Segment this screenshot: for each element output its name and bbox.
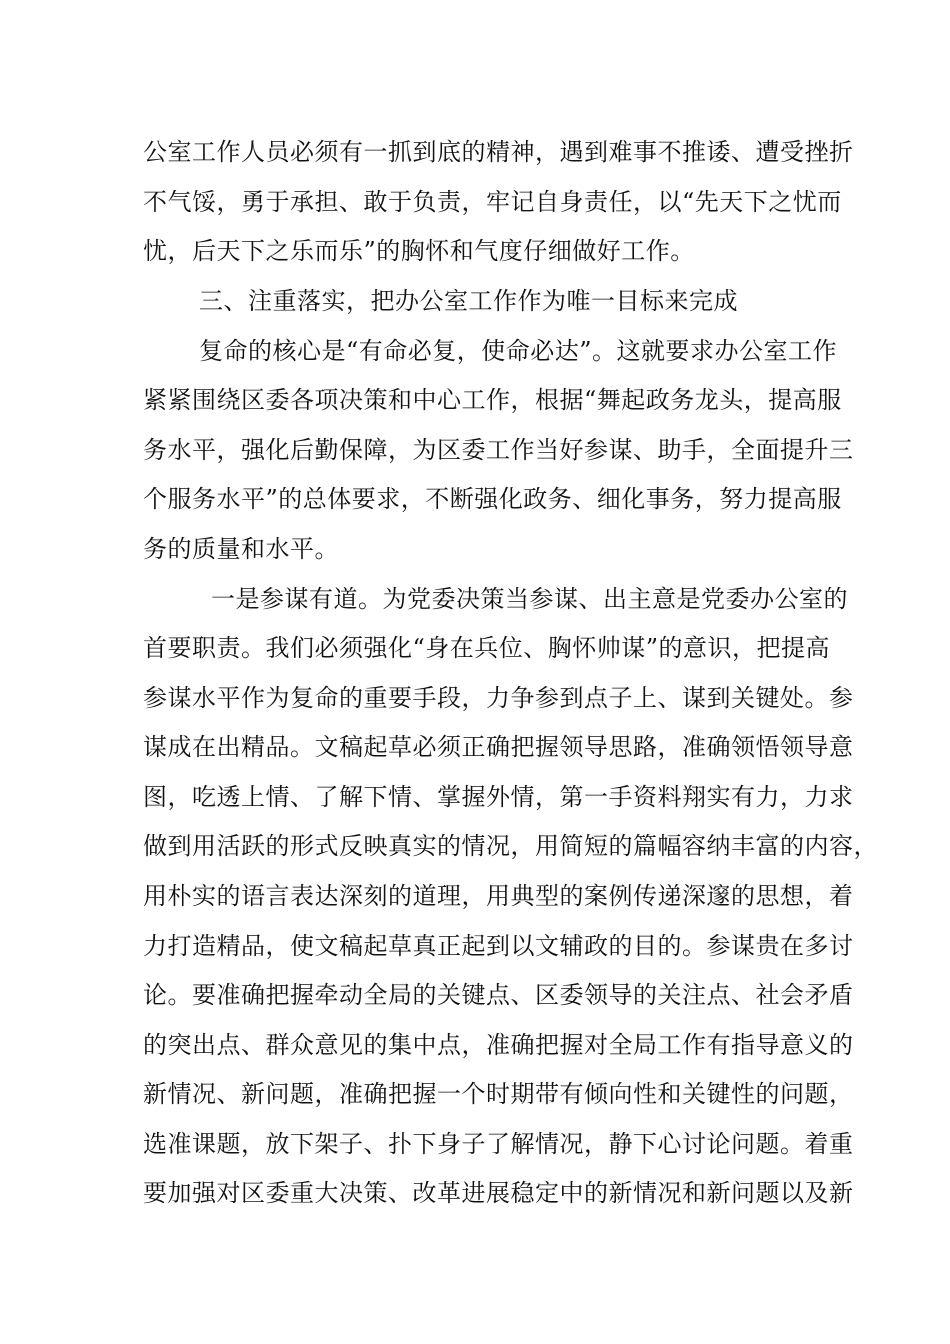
text-line: 谋成在出精品。文稿起草必须正确把握领导思路，准确领悟领导意	[143, 733, 854, 761]
section-heading: 三、注重落实，把办公室工作作为唯一目标来完成	[199, 287, 738, 315]
text-line: 紧紧围绕区委各项决策和中心工作，根据“舞起政务龙头，提高服	[143, 386, 842, 414]
text-line: 忧，后天下之乐而乐”的胸怀和气度仔细做好工作。	[143, 237, 695, 265]
text-line: 复命的核心是“有命必复，使命必达”。这就要求办公室工作	[199, 337, 838, 365]
text-line: 选准课题，放下架子、扑下身子了解情况，静下心讨论问题。着重	[143, 1130, 854, 1158]
text-line: 个服务水平”的总体要求，不断强化政务、细化事务，努力提高服	[143, 485, 842, 513]
text-line: 公室工作人员必须有一抓到底的精神，遇到难事不推诿、遭受挫折	[143, 138, 854, 166]
text-line: 力打造精品，使文稿起草真正起到以文辅政的目的。参谋贵在多讨	[143, 932, 854, 960]
text-line: 用朴实的语言表达深刻的道理，用典型的案例传递深邃的思想，着	[143, 882, 854, 910]
text-line: 要加强对区委重大决策、改革进展稳定中的新情况和新问题以及新	[143, 1179, 854, 1207]
text-line: 图，吃透上情、了解下情、掌握外情，第一手资料翔实有力，力求	[143, 783, 854, 811]
text-line: 做到用活跃的形式反映真实的情况，用简短的篇幅容纳丰富的内容，	[143, 832, 878, 860]
text-line: 参谋水平作为复命的重要手段，力争参到点子上、谋到关键处。参	[143, 684, 854, 712]
text-line: 不气馁，勇于承担、敢于负责，牢记自身责任，以“先天下之忧而	[143, 188, 842, 216]
text-line: 务水平，强化后勤保障，为区委工作当好参谋、助手，全面提升三	[143, 436, 854, 464]
text-line: 务的质量和水平。	[143, 535, 339, 563]
text-line: 的突出点、群众意见的集中点，准确把握对全局工作有指导意义的	[143, 1031, 854, 1059]
text-line: 首要职责。我们必须强化“身在兵位、胸怀帅谋”的意识，把提高	[143, 634, 831, 662]
text-line: 论。要准确把握牵动全局的关键点、区委领导的关注点、社会矛盾	[143, 981, 854, 1009]
text-line: 一是参谋有道。为党委决策当参谋、出主意是党委办公室的	[211, 585, 848, 613]
text-line: 新情况、新问题，准确把握一个时期带有倾向性和关键性的问题，	[143, 1080, 854, 1108]
